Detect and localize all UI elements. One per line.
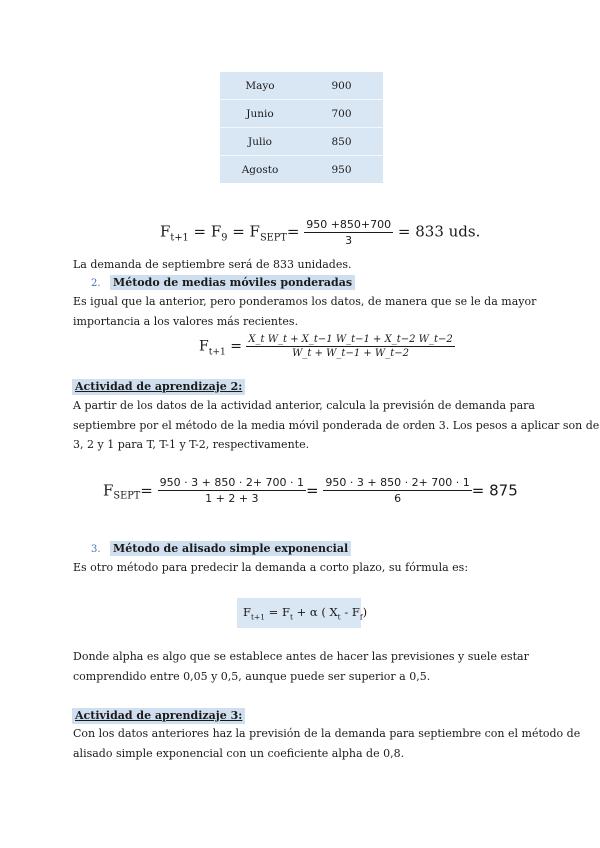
equation-moving-average bbox=[160, 218, 480, 247]
eq-fraction bbox=[304, 218, 393, 247]
paragraph-line: A partir de los datos de la actividad anterior, calcula la previsión de demanda para bbox=[73, 399, 535, 412]
eq-result: = 833 uds. bbox=[397, 222, 481, 241]
eq-fraction bbox=[246, 334, 454, 359]
eq-symbol: = F bbox=[227, 222, 260, 241]
paragraph-line: comprendido entre 0,05 y 0,5, aunque puede ser superior a 0,5. bbox=[73, 670, 431, 683]
table-cell-month: Mayo bbox=[220, 72, 300, 100]
eq-fraction bbox=[323, 476, 471, 505]
section-title: Método de alisado simple exponencial bbox=[110, 541, 351, 556]
table-cell-value: 900 bbox=[300, 72, 383, 100]
section-number: 2. bbox=[91, 278, 101, 289]
eq-denominator: 1 + 2 + 3 bbox=[205, 492, 259, 505]
equation-sept-forecast bbox=[103, 476, 518, 505]
section-3-heading bbox=[91, 542, 351, 557]
eq-symbol: F bbox=[243, 605, 251, 619]
eq-denominator: W_t + W_t−1 + W_t−2 bbox=[292, 348, 409, 359]
paragraph-line: Es igual que la anterior, pero ponderamos los datos, de manera que se le da mayor bbox=[73, 295, 537, 308]
eq-symbol: F bbox=[199, 338, 209, 355]
eq-subscript: t+1 bbox=[208, 347, 226, 358]
eq-symbol: = bbox=[306, 481, 319, 500]
eq-symbol: = bbox=[225, 338, 247, 355]
eq-numerator: X_t W_t + X_t−1 W_t−1 + X_t−2 W_t−2 bbox=[248, 334, 453, 345]
table-cell-month: Junio bbox=[220, 100, 300, 128]
eq-symbol: - F bbox=[340, 605, 360, 619]
section-title: Método de medias móviles ponderadas bbox=[110, 275, 355, 290]
eq-subscript: f bbox=[359, 612, 363, 622]
eq-denominator: 3 bbox=[345, 234, 353, 247]
activity-2-title: Actividad de aprendizaje 2: bbox=[72, 379, 245, 395]
eq-symbol: = F bbox=[188, 222, 222, 241]
eq-result: = 875 bbox=[471, 481, 518, 500]
paragraph-line: importancia a los valores más recientes. bbox=[73, 315, 299, 328]
eq-symbol: F bbox=[160, 222, 171, 241]
eq-subscript: t bbox=[289, 612, 293, 622]
eq-symbol: ) bbox=[362, 605, 368, 619]
table-row bbox=[220, 72, 383, 100]
paragraph-line: septiembre por el método de la media móvil ponderada de orden 3. Los pesos a aplicar son de bbox=[73, 419, 600, 432]
table-cell-month: Julio bbox=[220, 128, 300, 156]
eq-numerator: 950 · 3 + 850 · 2+ 700 · 1 bbox=[159, 476, 305, 489]
eq-subscript: t bbox=[337, 612, 341, 622]
demand-sentence: La demanda de septiembre será de 833 unidades. bbox=[73, 258, 352, 271]
section-number: 3. bbox=[91, 544, 101, 555]
exponential-formula-box bbox=[237, 598, 368, 628]
table-row bbox=[220, 156, 383, 184]
eq-symbol: = bbox=[140, 481, 153, 500]
table-row bbox=[220, 128, 383, 156]
eq-subscript: t+1 bbox=[250, 612, 265, 622]
eq-symbol: = bbox=[286, 222, 300, 241]
table-row bbox=[220, 100, 383, 128]
paragraph-line: 3, 2 y 1 para T, T-1 y T-2, respectivamente. bbox=[73, 438, 310, 451]
eq-subscript: 9 bbox=[221, 232, 228, 244]
eq-symbol: + α ( X bbox=[292, 605, 338, 619]
table-cell-month: Agosto bbox=[241, 163, 279, 176]
eq-numerator: 950 +850+700 bbox=[306, 218, 392, 231]
table-cell-value: 700 bbox=[300, 100, 383, 128]
paragraph-line: Donde alpha es algo que se establece antes de hacer las previsiones y suele estar bbox=[73, 650, 529, 663]
table-cell-value: 950 bbox=[331, 163, 352, 176]
paragraph-line: Es otro método para predecir la demanda a corto plazo, su fórmula es: bbox=[73, 561, 469, 574]
paragraph-line: Con los datos anteriores haz la previsión de la demanda para septiembre con el método de bbox=[73, 727, 581, 740]
equation-weighted-average bbox=[199, 334, 455, 359]
activity-3-title: Actividad de aprendizaje 3: bbox=[72, 708, 245, 724]
eq-symbol: = F bbox=[265, 605, 290, 619]
table-cell-value: 850 bbox=[300, 128, 383, 156]
eq-fraction bbox=[158, 476, 306, 505]
eq-subscript: SEPT bbox=[259, 232, 287, 244]
eq-numerator: 950 · 3 + 850 · 2+ 700 · 1 bbox=[325, 476, 470, 489]
equation-exponential bbox=[243, 605, 367, 621]
section-2-heading bbox=[91, 276, 355, 291]
eq-symbol: F bbox=[103, 481, 114, 500]
eq-subscript: SEPT bbox=[113, 490, 141, 502]
eq-denominator: 6 bbox=[394, 492, 402, 505]
eq-subscript: t+1 bbox=[170, 232, 189, 244]
paragraph-line: alisado simple exponencial con un coeficiente alpha de 0,8. bbox=[73, 747, 405, 760]
sales-table bbox=[220, 72, 383, 183]
